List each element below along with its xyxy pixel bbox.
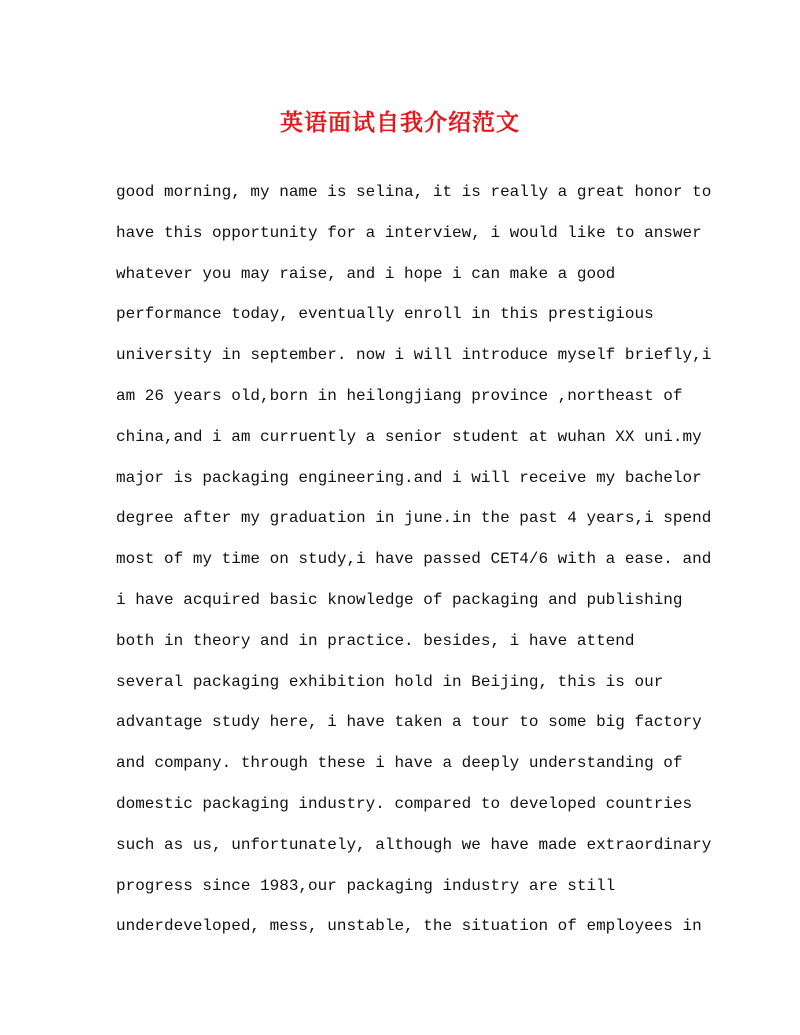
body-line-5: university in september. now i will introduce myself briefly,i: [116, 346, 712, 365]
document-title: 英语面试自我介绍范文: [280, 109, 520, 136]
body-line-12: both in theory and in practice. besides, i have attend: [116, 631, 635, 650]
body-line-16: domestic packaging industry. compared to developed countries: [116, 794, 693, 813]
body-line-17: such as us, unfortunately, although we have made extraordinary: [116, 835, 712, 854]
body-line-2: have this opportunity for a interview, i would like to answer: [116, 223, 702, 242]
body-line-10: most of my time on study,i have passed CET4/6 with a ease. and: [116, 550, 712, 569]
body-line-15: and company. through these i have a deeply understanding of: [116, 754, 683, 773]
body-line-8: major is packaging engineering.and i will receive my bachelor: [116, 468, 702, 487]
body-line-7: china,and i am curruently a senior student at wuhan XX uni.my: [116, 427, 702, 446]
body-line-1: good morning, my name is selina, it is really a great honor to: [116, 183, 712, 201]
body-line-18: progress since 1983,our packaging industry are still: [116, 876, 616, 895]
body-line-19: underdeveloped, mess, unstable, the situation of employees in: [116, 917, 702, 936]
body-line-14: advantage study here, i have taken a tour to some big factory: [116, 713, 702, 732]
body-line-11: i have acquired basic knowledge of packaging and publishing: [116, 590, 683, 609]
body-line-4: performance today, eventually enroll in this prestigious: [116, 305, 654, 324]
document-body: [116, 172, 716, 947]
body-line-3: whatever you may raise, and i hope i can make a good: [116, 264, 616, 283]
body-line-13: several packaging exhibition hold in Beijing, this is our: [116, 672, 664, 691]
body-line-9: degree after my graduation in june.in the past 4 years,i spend: [116, 509, 712, 528]
body-line-6: am 26 years old,born in heilongjiang province ,northeast of: [116, 386, 683, 405]
